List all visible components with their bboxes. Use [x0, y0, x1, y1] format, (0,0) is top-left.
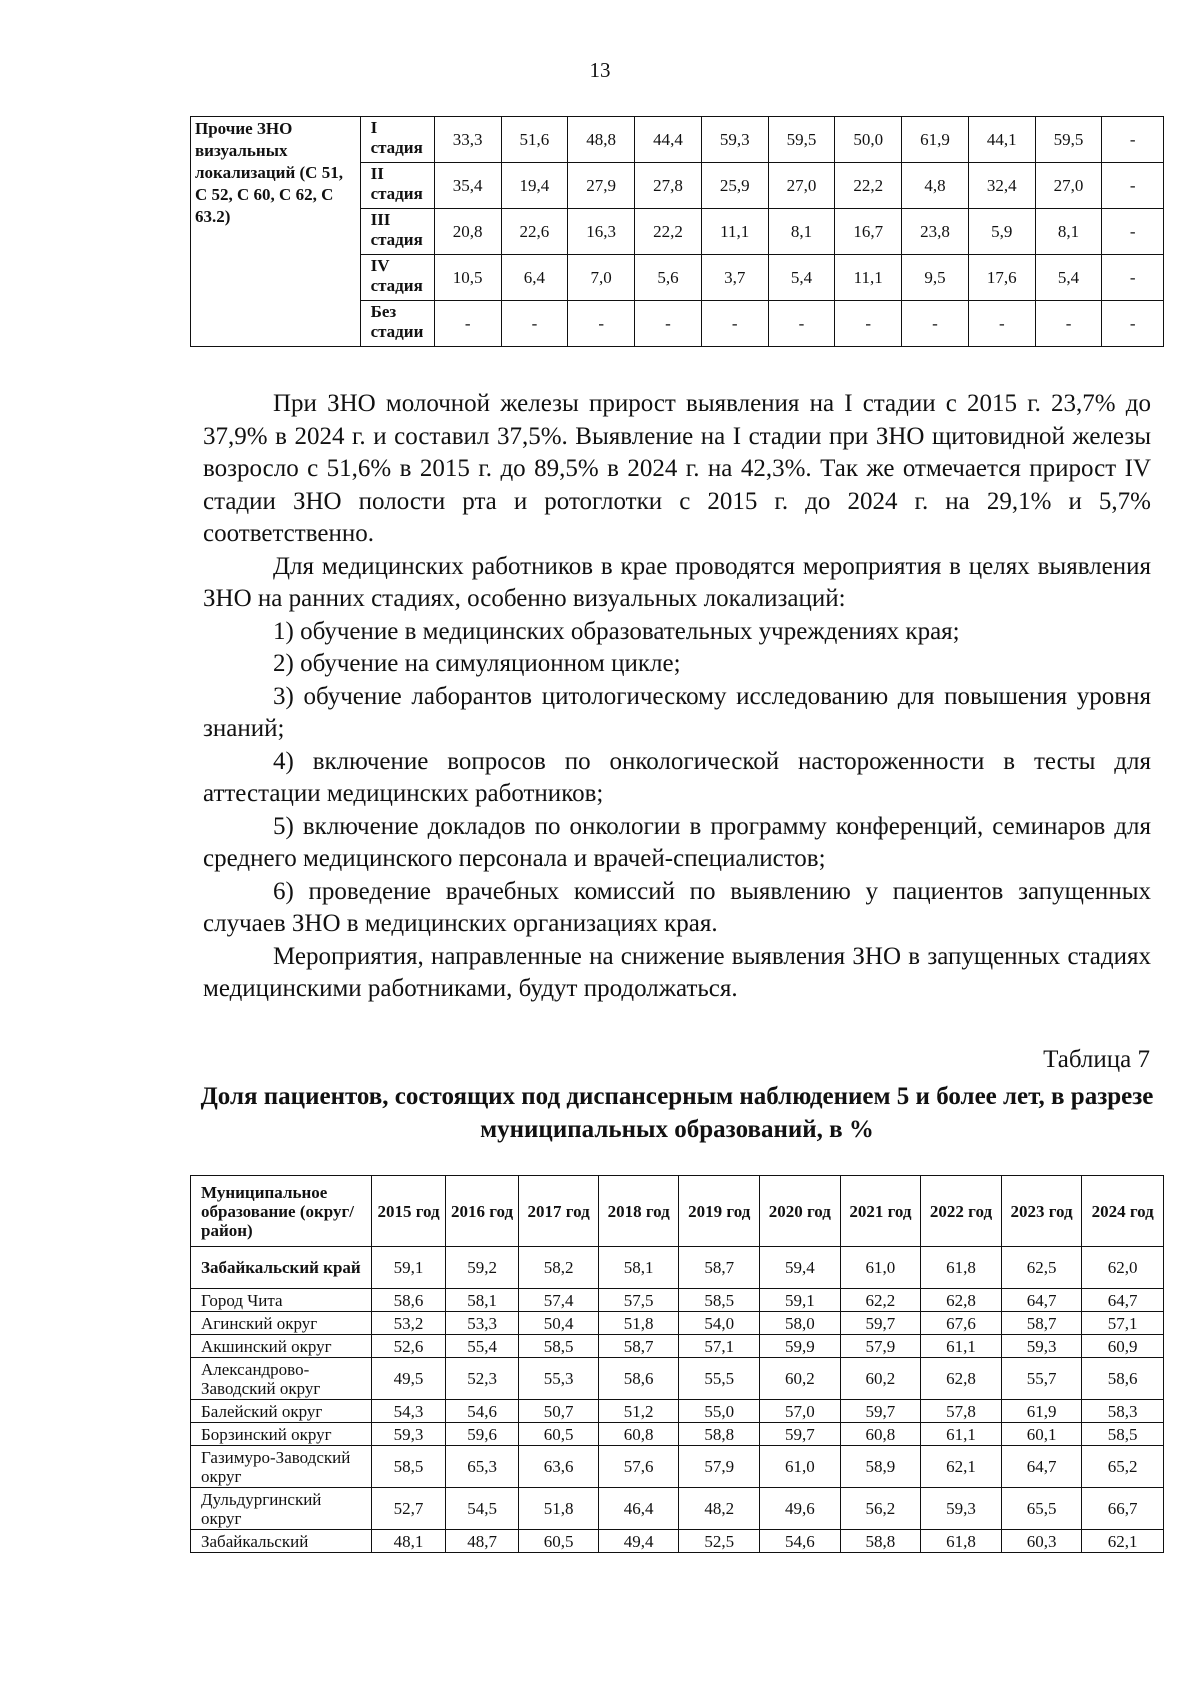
column-header: 2018 год: [598, 1176, 679, 1247]
table-cell: 5,4: [1035, 255, 1102, 301]
page-number: 13: [589, 58, 611, 82]
paragraph: 4) включение вопросов по онкологической настороженности в тесты для аттестации медицинских работников;: [203, 747, 1151, 807]
column-header: 2016 год: [445, 1176, 519, 1247]
column-header: 2017 год: [519, 1176, 599, 1247]
table-cell: 17,6: [968, 255, 1035, 301]
table-cell: -: [501, 301, 568, 347]
table-cell: 58,7: [1001, 1312, 1082, 1335]
table-cell: 54,3: [372, 1400, 446, 1423]
table-cell: 61,8: [921, 1530, 1002, 1553]
paragraph: Мероприятия, направленные на снижение выявления ЗНО в запущенных стадиях медицинскими работниками, будут продолжаться.: [203, 942, 1151, 1002]
table-cell: 60,9: [1082, 1335, 1164, 1358]
table-cell: 54,0: [679, 1312, 760, 1335]
table-cell: 57,9: [679, 1446, 760, 1488]
municipality-name: Забайкальский: [191, 1530, 372, 1553]
table-cell: 27,0: [1035, 163, 1102, 209]
table-cell: 57,1: [679, 1335, 760, 1358]
table-cell: 59,1: [372, 1247, 446, 1289]
column-header: 2022 год: [921, 1176, 1002, 1247]
table-cell: 60,2: [760, 1358, 841, 1400]
table-cell: 57,8: [921, 1400, 1002, 1423]
municipality-name: Дульдургинский округ: [191, 1488, 372, 1530]
table-cell: 8,1: [768, 209, 835, 255]
table-cell: 64,7: [1082, 1289, 1164, 1312]
table-cell: 59,3: [701, 117, 768, 163]
table-cell: 65,5: [1001, 1488, 1082, 1530]
localization-cell: Прочие ЗНО визуальных локализаций (С 51, С 52, С 60, С 62, С 63.2): [191, 117, 361, 347]
table-cell: 61,0: [760, 1446, 841, 1488]
table-cell: 50,4: [519, 1312, 599, 1335]
table-cell: 58,0: [760, 1312, 841, 1335]
table-cell: 58,5: [372, 1446, 446, 1488]
column-header: 2019 год: [679, 1176, 760, 1247]
stage-label: IV стадия: [360, 255, 434, 301]
table-cell: 4,8: [902, 163, 969, 209]
table-cell: 48,8: [568, 117, 635, 163]
table-cell: 62,2: [840, 1289, 921, 1312]
table-cell: 58,6: [1082, 1358, 1164, 1400]
paragraph: 3) обучение лаборантов цитологическому исследованию для повышения уровня знаний;: [203, 682, 1151, 742]
table-cell: 52,3: [445, 1358, 519, 1400]
table-cell: 65,2: [1082, 1446, 1164, 1488]
table-cell: -: [1102, 301, 1164, 347]
table-cell: 27,0: [768, 163, 835, 209]
table-cell: 62,0: [1082, 1247, 1164, 1289]
municipality-name: Акшинский округ: [191, 1335, 372, 1358]
table-cell: 52,5: [679, 1530, 760, 1553]
table-row: [191, 1446, 1164, 1488]
table-cell: 58,6: [372, 1289, 446, 1312]
table-cell: 62,1: [1082, 1530, 1164, 1553]
column-header: Муниципальное образование (округ/район): [191, 1176, 372, 1247]
table-cell: 58,1: [445, 1289, 519, 1312]
table-cell: 59,7: [840, 1400, 921, 1423]
table-cell: 20,8: [434, 209, 501, 255]
paragraph: При ЗНО молочной железы прирост выявления на I стадии с 2015 г. 23,7% до 37,9% в 2024 г. и составил 37,5%. Выявление на I стадии при ЗНО щитовидной железы возросло с 51,6% в 2015 г. до 89,5% в 2024 г. на 42,3%. Так же отмечается прирост IV стадии ЗНО полости рта и ротоглотки с 2015 г. до 2024 г. на 29,1% и 5,7% соответственно.: [203, 390, 1151, 547]
table-cell: 54,5: [445, 1488, 519, 1530]
table-title: Доля пациентов, состоящих под диспансерным наблюдением 5 и более лет, в разрезе муниципальных образований, в %: [200, 1083, 1154, 1143]
table-cell: 58,1: [598, 1247, 679, 1289]
table-cell: 58,7: [679, 1247, 760, 1289]
table-cell: 51,6: [501, 117, 568, 163]
table-cell: 58,5: [519, 1335, 599, 1358]
table-cell: 50,7: [519, 1400, 599, 1423]
table-cell: 61,9: [1001, 1400, 1082, 1423]
table-cell: 16,3: [568, 209, 635, 255]
table-cell: 55,7: [1001, 1358, 1082, 1400]
table-cell: 60,3: [1001, 1530, 1082, 1553]
table-row: [191, 1400, 1164, 1423]
table-cell: 58,7: [598, 1335, 679, 1358]
table-cell: -: [1102, 255, 1164, 301]
table-cell: 27,9: [568, 163, 635, 209]
table-cell: 55,0: [679, 1400, 760, 1423]
table-cell: 59,4: [760, 1247, 841, 1289]
table-cell: 62,8: [921, 1289, 1002, 1312]
table-cell: 48,1: [372, 1530, 446, 1553]
stage-label: Без стадии: [360, 301, 434, 347]
table-cell: 55,5: [679, 1358, 760, 1400]
municipality-name: Александрово-Заводский округ: [191, 1358, 372, 1400]
table-cell: -: [434, 301, 501, 347]
table-cell: 61,1: [921, 1335, 1002, 1358]
paragraph: Для медицинских работников в крае проводятся мероприятия в целях выявления ЗНО на ранних стадиях, особенно визуальных локализаций:: [203, 552, 1151, 612]
table-cell: 59,3: [1001, 1335, 1082, 1358]
table-cell: 61,9: [902, 117, 969, 163]
table-cell: 58,2: [519, 1247, 599, 1289]
table-cell: 53,2: [372, 1312, 446, 1335]
table-cell: 49,4: [598, 1530, 679, 1553]
column-header: 2023 год: [1001, 1176, 1082, 1247]
table-cell: 52,6: [372, 1335, 446, 1358]
table-row: [191, 1312, 1164, 1335]
table-cell: 48,2: [679, 1488, 760, 1530]
municipality-name: Балейский округ: [191, 1400, 372, 1423]
municipality-name: Агинский округ: [191, 1312, 372, 1335]
table-cell: 51,2: [598, 1400, 679, 1423]
table-cell: 60,5: [519, 1530, 599, 1553]
table-cell: 22,6: [501, 209, 568, 255]
table-cell: 50,0: [835, 117, 902, 163]
table-cell: 57,9: [840, 1335, 921, 1358]
table-cell: 57,5: [598, 1289, 679, 1312]
table-cell: 59,2: [445, 1247, 519, 1289]
column-header: 2020 год: [760, 1176, 841, 1247]
table-cell: -: [835, 301, 902, 347]
table-cell: 54,6: [760, 1530, 841, 1553]
table-cell: 59,3: [921, 1488, 1002, 1530]
table-cell: 57,4: [519, 1289, 599, 1312]
table-cell: 22,2: [835, 163, 902, 209]
table-cell: 58,5: [679, 1289, 760, 1312]
table-cell: 57,6: [598, 1446, 679, 1488]
table-cell: 16,7: [835, 209, 902, 255]
municipality-name: Газимуро-Заводский округ: [191, 1446, 372, 1488]
body-text: [203, 388, 1151, 1006]
table-cell: 51,8: [519, 1488, 599, 1530]
table-row: [191, 1335, 1164, 1358]
table-cell: 33,3: [434, 117, 501, 163]
table-cell: 57,0: [760, 1400, 841, 1423]
table-cell: 7,0: [568, 255, 635, 301]
table-cell: 67,6: [921, 1312, 1002, 1335]
table-cell: 10,5: [434, 255, 501, 301]
table-cell: 58,3: [1082, 1400, 1164, 1423]
table-row: [191, 117, 1164, 163]
table-cell: 55,4: [445, 1335, 519, 1358]
table-cell: 60,5: [519, 1423, 599, 1446]
table-cell: 58,9: [840, 1446, 921, 1488]
column-header: 2024 год: [1082, 1176, 1164, 1247]
table-row: [191, 1289, 1164, 1312]
table-cell: 59,5: [768, 117, 835, 163]
table-cell: -: [902, 301, 969, 347]
table-cell: 62,5: [1001, 1247, 1082, 1289]
table-cell: 58,8: [840, 1530, 921, 1553]
table-cell: -: [701, 301, 768, 347]
table-cell: -: [968, 301, 1035, 347]
table-cell: 46,4: [598, 1488, 679, 1530]
table-cell: 63,6: [519, 1446, 599, 1488]
table-cell: 19,4: [501, 163, 568, 209]
table-cell: 60,2: [840, 1358, 921, 1400]
stage-label: II стадия: [360, 163, 434, 209]
table-cell: 58,5: [1082, 1423, 1164, 1446]
table-cell: 59,3: [372, 1423, 446, 1446]
municipality-name: Забайкальский край: [191, 1247, 372, 1289]
table-cell: 3,7: [701, 255, 768, 301]
table-cell: -: [1102, 163, 1164, 209]
table-cell: 44,4: [635, 117, 702, 163]
table-cell: 11,1: [701, 209, 768, 255]
table-cell: 48,7: [445, 1530, 519, 1553]
table-row: [191, 1530, 1164, 1553]
table-cell: 59,6: [445, 1423, 519, 1446]
table-cell: 27,8: [635, 163, 702, 209]
table-cell: 11,1: [835, 255, 902, 301]
dispensary-table: [190, 1175, 1164, 1553]
table-cell: 54,6: [445, 1400, 519, 1423]
stage-label: III стадия: [360, 209, 434, 255]
table-cell: 64,7: [1001, 1446, 1082, 1488]
table-cell: 5,6: [635, 255, 702, 301]
table-cell: 60,8: [840, 1423, 921, 1446]
table-cell: 60,8: [598, 1423, 679, 1446]
table-cell: 59,7: [840, 1312, 921, 1335]
table-cell: 44,1: [968, 117, 1035, 163]
column-header: 2021 год: [840, 1176, 921, 1247]
table-cell: 5,4: [768, 255, 835, 301]
header-row: [191, 1176, 1164, 1247]
table-cell: 58,8: [679, 1423, 760, 1446]
stage-table: [190, 116, 1164, 347]
table-cell: 6,4: [501, 255, 568, 301]
table-row: [191, 1358, 1164, 1400]
table-cell: -: [568, 301, 635, 347]
table-caption: Таблица 7: [1043, 1046, 1150, 1073]
table-cell: -: [768, 301, 835, 347]
table-cell: 23,8: [902, 209, 969, 255]
table-cell: -: [1102, 117, 1164, 163]
table-cell: 59,5: [1035, 117, 1102, 163]
table-cell: 56,2: [840, 1488, 921, 1530]
paragraph: 6) проведение врачебных комиссий по выявлению у пациентов запущенных случаев ЗНО в медицинских организациях края.: [203, 877, 1151, 937]
table-cell: 64,7: [1001, 1289, 1082, 1312]
table-cell: 61,1: [921, 1423, 1002, 1446]
table-cell: 22,2: [635, 209, 702, 255]
table-cell: 59,1: [760, 1289, 841, 1312]
table-cell: 58,6: [598, 1358, 679, 1400]
table-cell: 62,8: [921, 1358, 1002, 1400]
table-cell: 57,1: [1082, 1312, 1164, 1335]
table-row: [191, 1247, 1164, 1289]
table-cell: -: [635, 301, 702, 347]
table-cell: 8,1: [1035, 209, 1102, 255]
municipality-name: Город Чита: [191, 1289, 372, 1312]
table-cell: 53,3: [445, 1312, 519, 1335]
stage-label: I стадия: [360, 117, 434, 163]
municipality-name: Борзинский округ: [191, 1423, 372, 1446]
table-cell: -: [1035, 301, 1102, 347]
paragraph: 1) обучение в медицинских образовательных учреждениях края;: [273, 617, 960, 645]
table-cell: 61,8: [921, 1247, 1002, 1289]
table-row: [191, 1488, 1164, 1530]
table-cell: 62,1: [921, 1446, 1002, 1488]
table-cell: 32,4: [968, 163, 1035, 209]
table-cell: 52,7: [372, 1488, 446, 1530]
table-cell: 51,8: [598, 1312, 679, 1335]
table-row: [191, 1423, 1164, 1446]
table-cell: 65,3: [445, 1446, 519, 1488]
table-cell: 60,1: [1001, 1423, 1082, 1446]
table-cell: 66,7: [1082, 1488, 1164, 1530]
table-cell: -: [1102, 209, 1164, 255]
table-cell: 59,7: [760, 1423, 841, 1446]
paragraph: 5) включение докладов по онкологии в программу конференций, семинаров для среднего медицинского персонала и врачей-специалистов;: [203, 812, 1151, 872]
table-cell: 61,0: [840, 1247, 921, 1289]
table-cell: 49,5: [372, 1358, 446, 1400]
table-cell: 59,9: [760, 1335, 841, 1358]
table-cell: 9,5: [902, 255, 969, 301]
table-cell: 35,4: [434, 163, 501, 209]
paragraph: 2) обучение на симуляционном цикле;: [273, 650, 681, 677]
column-header: 2015 год: [372, 1176, 446, 1247]
table-cell: 49,6: [760, 1488, 841, 1530]
table-cell: 5,9: [968, 209, 1035, 255]
table-cell: 55,3: [519, 1358, 599, 1400]
table-cell: 25,9: [701, 163, 768, 209]
